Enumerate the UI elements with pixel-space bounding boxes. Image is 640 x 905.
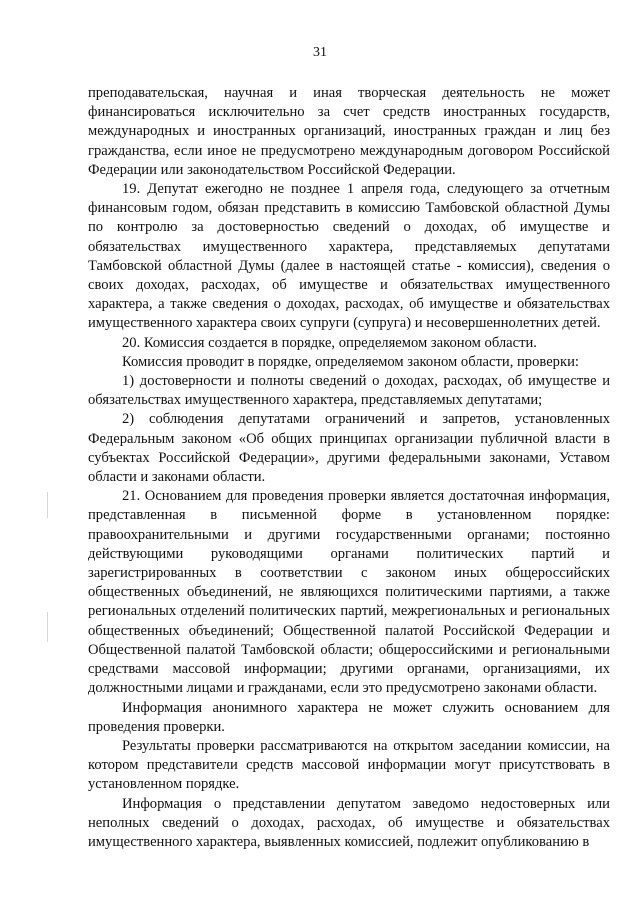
paragraph-21-publication: Информация о представлении депутатом заведомо недостоверных или неполных сведений о доходах, расходах, об имуществе и обязательствах имущественного характера, выявленных комиссией, подлежит опубликованию в — [88, 795, 610, 850]
paragraph-20-item-1: 1) достоверности и полноты сведений о доходах, расходах, об имуществе и обязательствах имущественного характера, представляемых депутатами; — [88, 373, 610, 409]
paragraph-continuation: преподавательская, научная и иная творческая деятельность не может финансироваться исключительно за счет средств иностранных государств, международных и иностранных организаций, иностранных граждан и лиц без гражданства, если иное не предусмотрено международным договором Российской Федерации или законодательством Российской Федерации. — [88, 85, 610, 178]
paragraph-21: 21. Основанием для проведения проверки является достаточная информация, представленная в письменной форме в установленном порядке: правоохранительными и другими государственными органами; постоянно действующими руководящими органами политических партий и зарегистрированных в соответствии с законом иных общероссийских общественных объединений, не являющихся политическими партиями, а также региональных отделений политических партий, межрегиональных и региональных общественных объединений; Общественной палатой Российской Федерации и Общественной палатой Тамбовской области; общероссийскими и региональными средствами массовой информации; другими органами, организациями, их должностными лицами и гражданами, если это предусмотрено законами области. — [88, 488, 610, 697]
paragraph-21-results: Результаты проверки рассматриваются на открытом заседании комиссии, на котором представители средств массовой информации могут присутствовать в установленном порядке. — [88, 737, 610, 793]
paragraph-21-anonymous: Информация анонимного характера не может служить основанием для проведения проверки. — [88, 699, 610, 735]
page-number: 31 — [313, 45, 327, 60]
scan-margin-line-upper — [47, 492, 48, 518]
paragraph-20-item-2: 2) соблюдения депутатами ограничений и запретов, установленных Федеральным законом «Об общих принципах организации публичной власти в субъектах Российской Федерации», другими федеральными законами, Уставом области и законами области. — [88, 411, 610, 486]
paragraph-19: 19. Депутат ежегодно не позднее 1 апреля года, следующего за отчетным финансовым годом, обязан представить в комиссию Тамбовской областной Думы по контролю за достоверностью сведений о доходах, об имуществе и обязательствах имущественного характера, представляемых депутатами Тамбовской областной Думы (далее в настоящей статье - комиссия), сведения о своих доходах, расходах, об имуществе и обязательствах имущественного характера, а также сведения о доходах, расходах, об имуществе и обязательствах имущественного характера своих супруги (супруга) и несовершеннолетних детей. — [88, 181, 610, 332]
document-body — [88, 84, 610, 852]
paragraph-20: 20. Комиссия создается в порядке, определяемом законом области. — [122, 334, 537, 351]
paragraph-20-checks: Комиссия проводит в порядке, определяемом законом области, проверки: — [122, 353, 579, 370]
scan-margin-line-lower — [47, 612, 48, 642]
